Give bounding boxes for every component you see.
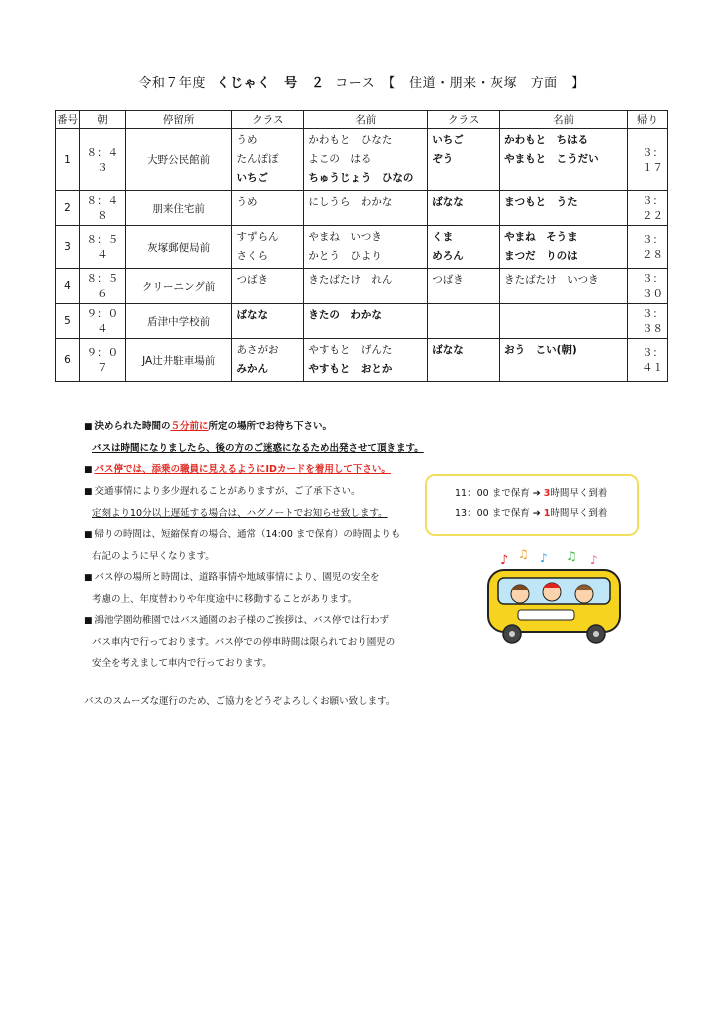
arrow-right-icon: ➔ [532, 488, 541, 499]
table-row [56, 129, 668, 191]
arrow-right-icon: ➔ [532, 508, 541, 519]
cell-text: やすもと げんた [308, 344, 393, 356]
cell-text: やまね そうま [504, 231, 578, 243]
return-time: ３：３０ [628, 269, 668, 304]
note-1: ■ 決められた時間の５分前に所定の場所でお待ち下さい。 [84, 421, 333, 432]
row-number: 1 [56, 129, 80, 191]
bullet-square-icon: ■ [84, 465, 93, 475]
name-cell-2 [500, 339, 628, 382]
cell-text: うめ [236, 134, 258, 146]
class-cell-1 [232, 129, 304, 191]
header-number: 番号 [56, 111, 80, 129]
cell-text [504, 360, 623, 379]
music-note-icon: ♪ [540, 551, 548, 565]
class-cell-2 [428, 226, 500, 269]
class-cell-1 [232, 339, 304, 382]
stop-name: 大野公民館前 [125, 129, 232, 191]
bullet-square-icon: ■ [84, 573, 93, 583]
class-cell-1 [232, 304, 304, 339]
return-time: ３：３８ [628, 304, 668, 339]
cell-text: あさがお [236, 344, 279, 356]
name-cell-2 [500, 129, 628, 191]
title-year: 令和７年度 [138, 76, 206, 91]
class-cell-2 [428, 339, 500, 382]
class-cell-1 [232, 226, 304, 269]
row-number: 6 [56, 339, 80, 382]
bus-schedule-table [55, 110, 668, 382]
cell-text [432, 169, 495, 188]
cell-text [504, 169, 623, 188]
header-class-1: クラス [232, 111, 304, 129]
table-row [56, 226, 668, 269]
notes-section [84, 416, 464, 712]
cell-text: きたの わかな [308, 309, 382, 321]
cell-text [432, 360, 495, 379]
row-number: 3 [56, 226, 80, 269]
callout-line-2: 13：00 まで保育 ➔ 1時間早く到着 [455, 508, 608, 519]
name-cell-1 [304, 191, 428, 226]
class-cell-1 [232, 269, 304, 304]
name-cell-1 [304, 339, 428, 382]
table-row [56, 304, 668, 339]
stop-name: 灰塚郵便局前 [125, 226, 232, 269]
name-cell-2 [500, 226, 628, 269]
cell-text: みかん [236, 363, 268, 375]
row-number: 4 [56, 269, 80, 304]
note-6-line-3: 安全を考えまして車内で行っております。 [92, 658, 272, 669]
morning-time: ８：４３ [79, 129, 125, 191]
music-note-icon: ♪ [590, 553, 598, 567]
cell-text: ばなな [432, 196, 464, 208]
note-3: ■ 交通事情により多少遅れることがありますが、ご了承下さい。 [84, 486, 361, 497]
cell-text: つばき [432, 274, 464, 286]
note-6-line-2: バス車内で行っております。バス停での停車時間は限られており園児の [92, 637, 396, 648]
closing-message: バスのスムーズな運行のため、ご協力をどうぞよろしくお願い致します。 [84, 696, 396, 707]
bullet-square-icon: ■ [84, 530, 93, 540]
morning-time: ８：４８ [79, 191, 125, 226]
row-number: 5 [56, 304, 80, 339]
name-cell-2 [500, 304, 628, 339]
class-cell-2 [428, 129, 500, 191]
cell-text: すずらん [236, 231, 279, 243]
cell-text: ぞう [432, 153, 454, 165]
table-row [56, 339, 668, 382]
cell-text: かとう ひより [308, 250, 382, 262]
morning-time: ９：０７ [79, 339, 125, 382]
early-arrival-callout [425, 474, 639, 536]
note-5-line-2: 考慮の上、年度替わりや年度途中に移動することがあります。 [92, 594, 358, 605]
note-4: ■ 帰りの時間は、短縮保育の場合、通常（14:00 まで保育）の時間よりも [84, 529, 401, 540]
cell-text: ちゅうじょう ひなの [308, 172, 414, 184]
cell-text: にしうら わかな [308, 196, 393, 208]
cell-text: やまね いつき [308, 231, 382, 243]
page-title [0, 72, 723, 91]
music-note-icon: ♪ [500, 553, 509, 568]
cell-text: きたばたけ いつき [504, 274, 599, 286]
header-stop: 停留所 [125, 111, 232, 129]
return-time: ３：１７ [628, 129, 668, 191]
music-note-icon: ♫ [518, 548, 529, 561]
cell-text: いちご [432, 134, 464, 146]
title-course-name: くじゃく 号 ２ [216, 76, 325, 91]
table-header-row [56, 111, 668, 129]
cell-text: よこの はる [308, 153, 372, 165]
cell-text: くま [432, 231, 454, 243]
stop-name: クリーニング前 [125, 269, 232, 304]
cell-text: かわもと ひなた [308, 134, 393, 146]
morning-time: ９：０４ [79, 304, 125, 339]
name-cell-2 [500, 191, 628, 226]
cell-text: まつだ りのは [504, 250, 578, 262]
cell-text: まつもと うた [504, 196, 578, 208]
return-time: ３：２８ [628, 226, 668, 269]
cell-text: さくら [236, 250, 268, 262]
class-cell-2 [428, 191, 500, 226]
note-5: ■ バス停の場所と時間は、道路事情や地域事情により、園児の安全を [84, 572, 380, 583]
cell-text: かわもと ちはる [504, 134, 589, 146]
cell-text: きたばたけ れん [308, 274, 393, 286]
title-suffix: コース 【 住道・朋来・灰塚 方面 】 [335, 76, 585, 91]
class-cell-2 [428, 269, 500, 304]
cell-text: たんぽぽ [236, 153, 279, 165]
header-name-2: 名前 [500, 111, 628, 129]
cell-text [504, 306, 623, 325]
class-cell-2 [428, 304, 500, 339]
morning-time: ８：５４ [79, 226, 125, 269]
cell-text: おう こい(朝) [504, 344, 577, 356]
school-bus-icon [478, 548, 628, 648]
header-return: 帰り [628, 111, 668, 129]
table-row [56, 191, 668, 226]
name-cell-1 [304, 304, 428, 339]
row-number: 2 [56, 191, 80, 226]
bullet-square-icon: ■ [84, 487, 93, 497]
note-3-line-2: 定刻より10分以上遅延する場合は、ハグノートでお知らせ致します。 [92, 508, 388, 519]
cell-text: いちご [236, 172, 268, 184]
callout-line-1: 11：00 まで保育 ➔ 3時間早く到着 [455, 488, 608, 499]
cell-text: ばなな [432, 344, 464, 356]
note-6: ■ 鴻池学園幼稚園ではバス通園のお子様のご挨拶は、バス停では行わず [84, 615, 390, 626]
bullet-square-icon: ■ [84, 422, 93, 432]
stop-name: 朋来住宅前 [125, 191, 232, 226]
stop-name: 盾津中学校前 [125, 304, 232, 339]
return-time: ３：４１ [628, 339, 668, 382]
name-cell-1 [304, 269, 428, 304]
name-cell-1 [304, 226, 428, 269]
cell-text: めろん [432, 250, 464, 262]
cell-text: やすもと おとか [308, 363, 393, 375]
cell-text: うめ [236, 196, 258, 208]
name-cell-2 [500, 269, 628, 304]
header-morning: 朝 [79, 111, 125, 129]
note-2: ■ バス停では、添乗の職員に見えるようにIDカードを着用して下さい。 [84, 464, 391, 475]
header-class-2: クラス [428, 111, 500, 129]
cell-text [432, 306, 495, 325]
cell-text: やまもと こうだい [504, 153, 599, 165]
class-cell-1 [232, 191, 304, 226]
cell-text: ばなな [236, 309, 268, 321]
stop-name: JA辻井駐車場前 [125, 339, 232, 382]
bullet-square-icon: ■ [84, 616, 93, 626]
return-time: ３：２２ [628, 191, 668, 226]
note-4-line-2: 右記のように早くなります。 [92, 551, 215, 562]
cell-text: つばき [236, 274, 268, 286]
morning-time: ８：５６ [79, 269, 125, 304]
note-1-line-2: バスは時間になりましたら、後の方のご迷惑になるため出発させて頂きます。 [92, 443, 424, 454]
music-note-icon: ♫ [566, 549, 577, 563]
header-name-1: 名前 [304, 111, 428, 129]
table-row [56, 269, 668, 304]
name-cell-1 [304, 129, 428, 191]
